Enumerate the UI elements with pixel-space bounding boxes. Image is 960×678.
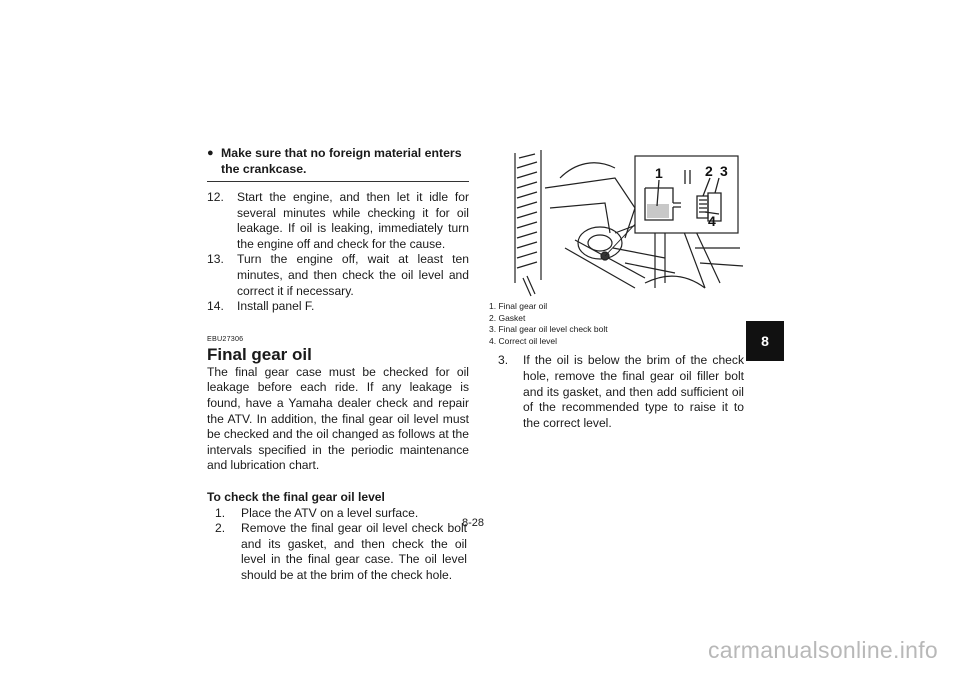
section-intro: The final gear case must be checked for oil leakage before each ride. If any leakage is found, have a Yamaha dealer check and repair the ATV. In addition, the final gear oil level must be checked and the oil changed as follows at the intervals specified in the periodic maintenance and lubrication chart.	[207, 364, 469, 473]
left-column	[207, 145, 469, 583]
step-number: 12.	[207, 190, 224, 204]
legend-text: Correct oil level	[498, 335, 558, 346]
step-text: Start the engine, and then let it idle for several minutes while checking it for oil leakage. If oil is leaking, immediately turn the engine off and check for the cause.	[237, 190, 469, 251]
legend-number: 3.	[489, 324, 497, 335]
callout-2: 2	[705, 163, 713, 179]
chapter-tab: 8	[746, 321, 784, 361]
callout-3: 3	[720, 163, 728, 179]
legend-item-1	[489, 301, 744, 313]
section-code: EBU27306	[207, 333, 244, 343]
legend-number: 1.	[489, 301, 497, 311]
step-text: Install panel F.	[237, 299, 315, 314]
warning-note	[207, 145, 469, 177]
bullet-icon: ●	[207, 147, 214, 159]
step-number: 1.	[215, 505, 226, 520]
step-number: 13.	[207, 252, 224, 267]
step-text: Remove the final gear oil level check bolt and its gasket, and then check the oil level in the final gear case. The oil level should be at the brim of the check hole.	[241, 521, 467, 582]
step-12	[207, 190, 469, 252]
divider	[207, 181, 469, 182]
step-number: 14.	[207, 299, 224, 314]
watermark: carmanualsonline.info	[707, 637, 938, 663]
legend-text: Gasket	[498, 312, 526, 323]
warning-text: Make sure that no foreign material enters the crankcase.	[221, 146, 462, 176]
check-step-3	[489, 353, 744, 431]
check-step-1	[207, 506, 469, 522]
callout-4: 4	[708, 213, 716, 229]
legend-text: Final gear oil level check bolt	[498, 324, 608, 335]
legend-number: 2.	[489, 312, 497, 323]
step-number: 3.	[498, 353, 509, 368]
legend-item-4	[489, 336, 744, 348]
oil-level-fill	[647, 204, 669, 218]
callout-1: 1	[655, 165, 663, 181]
step-number: 2.	[215, 521, 226, 536]
legend-number: 4.	[489, 335, 497, 346]
final-gear-illustration	[505, 148, 745, 298]
check-step-2	[207, 521, 469, 583]
step-text: If the oil is below the brim of the check hole, remove the final gear oil filler bolt and its gasket, and then add sufficient oil of the recommended type to raise it to the correct level.	[523, 353, 744, 430]
step-14	[207, 299, 469, 315]
legend-item-2	[489, 313, 744, 325]
step-13	[207, 252, 469, 299]
legend-item-3	[489, 324, 744, 336]
section-title: Final gear oil	[207, 344, 312, 364]
right-column	[489, 301, 744, 431]
check-heading: To check the final gear oil level	[207, 489, 385, 504]
step-text: Place the ATV on a level surface.	[241, 505, 419, 520]
legend-text: Final gear oil	[498, 301, 548, 311]
step-text: Turn the engine off, wait at least ten minutes, and then check the oil level and correct it if necessary.	[237, 252, 469, 298]
page-number: 8-28	[462, 517, 485, 529]
